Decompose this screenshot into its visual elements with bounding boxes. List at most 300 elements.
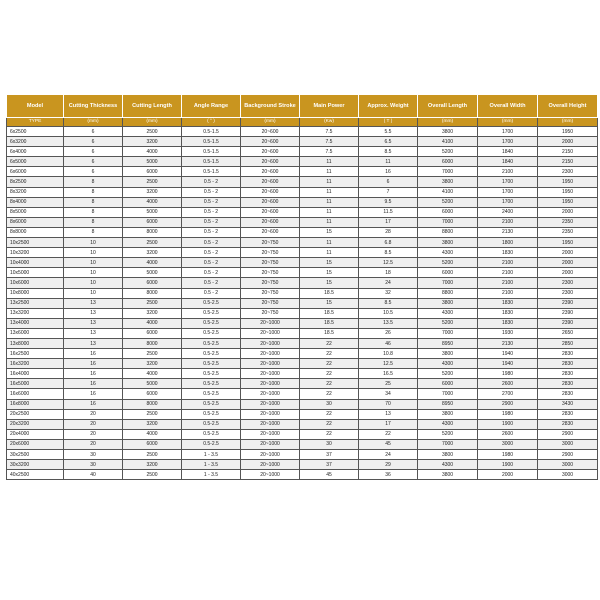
table-row (7, 338, 598, 348)
table-cell: 1700 (478, 137, 538, 147)
table-cell: 12.5 (359, 359, 418, 369)
table-cell: 6 (64, 157, 123, 167)
table-cell: 0.5-1.5 (182, 167, 241, 177)
table-cell: 2390 (538, 308, 598, 318)
table-cell: 34 (359, 389, 418, 399)
table-cell: 2300 (538, 278, 598, 288)
table-row (7, 238, 598, 248)
column-header: Angle Range (182, 95, 241, 118)
table-cell: 0.5 - 2 (182, 227, 241, 237)
model-cell: 30x3200 (7, 460, 64, 470)
table-cell: 2830 (538, 389, 598, 399)
table-cell: 11.5 (359, 207, 418, 217)
table-cell: 20~600 (241, 137, 300, 147)
table-cell: 8000 (123, 399, 182, 409)
table-cell: 3200 (123, 460, 182, 470)
table-cell: 2830 (538, 409, 598, 419)
table-cell: 0.5 - 2 (182, 258, 241, 268)
column-header: Cutting Thickness (64, 95, 123, 118)
model-cell: 8x5000 (7, 207, 64, 217)
table-cell: 6000 (418, 268, 478, 278)
table-cell: 3430 (538, 399, 598, 409)
table-cell: 26 (359, 328, 418, 338)
spec-sheet (6, 94, 597, 480)
unit-cell: (mm) (64, 118, 123, 127)
table-cell: 7000 (418, 439, 478, 449)
column-header: Model (7, 95, 64, 118)
table-cell: 2500 (123, 349, 182, 359)
model-cell: 8x8000 (7, 227, 64, 237)
table-cell: 0.5-2.5 (182, 409, 241, 419)
table-cell: 4000 (123, 318, 182, 328)
table-cell: 0.5-2.5 (182, 439, 241, 449)
table-row (7, 409, 598, 419)
table-cell: 0.5-1.5 (182, 137, 241, 147)
table-cell: 16 (359, 167, 418, 177)
table-cell: 6 (64, 147, 123, 157)
table-cell: 11 (300, 248, 359, 258)
table-cell: 13 (359, 409, 418, 419)
table-cell: 0.5-2.5 (182, 389, 241, 399)
table-cell: 22 (300, 349, 359, 359)
table-cell: 1940 (478, 349, 538, 359)
table-row (7, 369, 598, 379)
table-cell: 1 - 3.5 (182, 470, 241, 480)
table-cell: 20~1000 (241, 338, 300, 348)
table-cell: 8000 (123, 288, 182, 298)
table-cell: 1830 (478, 308, 538, 318)
table-cell: 20~600 (241, 227, 300, 237)
table-row (7, 167, 598, 177)
model-cell: 13x2500 (7, 298, 64, 308)
table-cell: 30 (300, 399, 359, 409)
table-cell: 22 (300, 389, 359, 399)
table-cell: 6000 (123, 278, 182, 288)
table-cell: 22 (300, 409, 359, 419)
table-cell: 22 (300, 429, 359, 439)
column-header: Main Power (300, 95, 359, 118)
table-cell: 11 (300, 217, 359, 227)
table-cell: 13 (64, 298, 123, 308)
table-cell: 2900 (478, 399, 538, 409)
model-cell: 20x6000 (7, 439, 64, 449)
table-cell: 1830 (478, 318, 538, 328)
table-cell: 2390 (538, 298, 598, 308)
table-cell: 2850 (538, 338, 598, 348)
table-cell: 11 (300, 187, 359, 197)
table-row (7, 288, 598, 298)
table-cell: 2350 (538, 217, 598, 227)
table-cell: 0.5-2.5 (182, 349, 241, 359)
table-cell: 3000 (478, 439, 538, 449)
table-cell: 16 (64, 369, 123, 379)
table-cell: 3800 (418, 298, 478, 308)
model-cell: 8x4000 (7, 197, 64, 207)
table-cell: 7.5 (300, 147, 359, 157)
table-cell: 0.5-2.5 (182, 359, 241, 369)
table-cell: 0.5 - 2 (182, 248, 241, 258)
table-header (7, 95, 598, 127)
table-cell: 8 (64, 207, 123, 217)
table-cell: 1940 (478, 359, 538, 369)
table-cell: 0.5-1.5 (182, 147, 241, 157)
table-cell: 20~1000 (241, 429, 300, 439)
table-cell: 4300 (418, 308, 478, 318)
table-cell: 2600 (478, 379, 538, 389)
table-row (7, 207, 598, 217)
table-cell: 1950 (538, 238, 598, 248)
table-cell: 0.5-2.5 (182, 379, 241, 389)
table-row (7, 429, 598, 439)
table-row (7, 298, 598, 308)
table-cell: 22 (300, 379, 359, 389)
table-cell: 7000 (418, 389, 478, 399)
table-cell: 11 (300, 157, 359, 167)
model-cell: 6x2500 (7, 127, 64, 137)
table-cell: 1700 (478, 177, 538, 187)
table-row (7, 389, 598, 399)
table-cell: 1830 (478, 248, 538, 258)
table-cell: 4100 (418, 187, 478, 197)
table-cell: 4000 (123, 258, 182, 268)
table-cell: 10 (64, 238, 123, 248)
table-cell: 2900 (538, 429, 598, 439)
table-cell: 13 (64, 328, 123, 338)
model-cell: 6x6000 (7, 167, 64, 177)
table-row (7, 328, 598, 338)
column-header: Overall Height (538, 95, 598, 118)
table-cell: 4000 (123, 369, 182, 379)
table-cell: 5000 (123, 207, 182, 217)
table-cell: 1830 (478, 298, 538, 308)
table-cell: 2100 (478, 278, 538, 288)
table-cell: 4300 (418, 460, 478, 470)
table-cell: 2650 (538, 328, 598, 338)
table-cell: 2500 (123, 238, 182, 248)
table-cell: 2100 (478, 258, 538, 268)
table-cell: 37 (300, 450, 359, 460)
table-cell: 6 (359, 177, 418, 187)
table-cell: 2150 (538, 147, 598, 157)
table-cell: 5.5 (359, 127, 418, 137)
table-cell: 0.5-1.5 (182, 157, 241, 167)
table-cell: 17 (359, 419, 418, 429)
table-cell: 9.5 (359, 197, 418, 207)
table-cell: 20~1000 (241, 369, 300, 379)
table-cell: 6 (64, 137, 123, 147)
column-header: Overall Width (478, 95, 538, 118)
table-cell: 1950 (538, 177, 598, 187)
table-cell: 3800 (418, 127, 478, 137)
table-cell: 20~1000 (241, 450, 300, 460)
table-cell: 16 (64, 359, 123, 369)
table-row (7, 379, 598, 389)
table-cell: 10 (64, 248, 123, 258)
table-cell: 16 (64, 399, 123, 409)
unit-cell: (mm) (241, 118, 300, 127)
table-cell: 20 (64, 429, 123, 439)
table-cell: 20~600 (241, 187, 300, 197)
table-cell: 20~1000 (241, 379, 300, 389)
table-row (7, 197, 598, 207)
table-cell: 16 (64, 349, 123, 359)
table-cell: 2300 (538, 167, 598, 177)
table-cell: 4000 (123, 429, 182, 439)
table-cell: 3000 (538, 470, 598, 480)
table-cell: 2350 (538, 227, 598, 237)
table-cell: 16.5 (359, 369, 418, 379)
table-cell: 20~600 (241, 167, 300, 177)
table-cell: 1950 (538, 197, 598, 207)
table-cell: 13 (64, 338, 123, 348)
table-cell: 2500 (123, 177, 182, 187)
table-cell: 20~1000 (241, 409, 300, 419)
table-cell: 6 (64, 127, 123, 137)
table-cell: 3200 (123, 308, 182, 318)
table-cell: 4000 (123, 197, 182, 207)
table-cell: 70 (359, 399, 418, 409)
table-cell: 7.5 (300, 127, 359, 137)
table-cell: 20~600 (241, 177, 300, 187)
table-cell: 20~1000 (241, 470, 300, 480)
table-cell: 1980 (478, 450, 538, 460)
table-cell: 2130 (478, 338, 538, 348)
table-cell: 3000 (538, 439, 598, 449)
model-cell: 13x3200 (7, 308, 64, 318)
model-cell: 10x6000 (7, 278, 64, 288)
table-cell: 20~750 (241, 258, 300, 268)
table-row (7, 439, 598, 449)
table-cell: 2700 (478, 389, 538, 399)
unit-cell: ( T ) (359, 118, 418, 127)
table-cell: 7 (359, 187, 418, 197)
table-cell: 2000 (478, 470, 538, 480)
table-cell: 4100 (418, 137, 478, 147)
model-cell: 30x2500 (7, 450, 64, 460)
column-header-row (7, 95, 598, 118)
model-cell: 16x4000 (7, 369, 64, 379)
table-cell: 20~1000 (241, 389, 300, 399)
table-cell: 2100 (478, 167, 538, 177)
table-cell: 20~1000 (241, 460, 300, 470)
table-cell: 1840 (478, 157, 538, 167)
table-cell: 4300 (418, 248, 478, 258)
table-cell: 5000 (123, 379, 182, 389)
table-cell: 37 (300, 460, 359, 470)
table-cell: 11 (300, 238, 359, 248)
unit-cell: (mm) (538, 118, 598, 127)
table-cell: 24 (359, 278, 418, 288)
table-row (7, 470, 598, 480)
table-cell: 8 (64, 177, 123, 187)
table-cell: 20~750 (241, 278, 300, 288)
table-cell: 8800 (418, 288, 478, 298)
table-cell: 3800 (418, 349, 478, 359)
model-cell: 16x6000 (7, 389, 64, 399)
table-cell: 12.5 (359, 258, 418, 268)
table-cell: 18 (359, 268, 418, 278)
table-cell: 2900 (538, 450, 598, 460)
table-cell: 7000 (418, 167, 478, 177)
table-cell: 20~750 (241, 288, 300, 298)
table-cell: 1930 (478, 328, 538, 338)
model-cell: 20x2500 (7, 409, 64, 419)
table-cell: 11 (300, 177, 359, 187)
table-cell: 1700 (478, 197, 538, 207)
table-cell: 3200 (123, 187, 182, 197)
table-cell: 0.5 - 2 (182, 268, 241, 278)
table-cell: 22 (359, 429, 418, 439)
model-cell: 16x8000 (7, 399, 64, 409)
table-cell: 20~1000 (241, 328, 300, 338)
table-cell: 18.5 (300, 328, 359, 338)
table-cell: 3200 (123, 248, 182, 258)
table-cell: 5200 (418, 369, 478, 379)
model-cell: 16x2500 (7, 349, 64, 359)
column-header: Approx. Weight (359, 95, 418, 118)
table-cell: 5000 (123, 157, 182, 167)
table-cell: 0.5 - 2 (182, 187, 241, 197)
table-cell: 1900 (478, 419, 538, 429)
table-cell: 2300 (538, 288, 598, 298)
table-cell: 2150 (538, 157, 598, 167)
table-cell: 20~1000 (241, 399, 300, 409)
table-cell: 22 (300, 359, 359, 369)
table-cell: 6000 (123, 439, 182, 449)
table-cell: 2130 (478, 227, 538, 237)
table-cell: 20~600 (241, 197, 300, 207)
table-cell: 6000 (418, 379, 478, 389)
model-cell: 13x8000 (7, 338, 64, 348)
table-cell: 2100 (478, 217, 538, 227)
table-cell: 6.8 (359, 238, 418, 248)
spec-table (6, 94, 598, 480)
table-cell: 8950 (418, 338, 478, 348)
table-cell: 6000 (418, 207, 478, 217)
table-cell: 0.5 - 2 (182, 207, 241, 217)
table-cell: 8.5 (359, 248, 418, 258)
table-row (7, 127, 598, 137)
model-cell: 20x4000 (7, 429, 64, 439)
table-cell: 11 (359, 157, 418, 167)
table-row (7, 460, 598, 470)
table-cell: 20 (64, 409, 123, 419)
table-cell: 20~1000 (241, 419, 300, 429)
table-cell: 2000 (538, 258, 598, 268)
table-row (7, 157, 598, 167)
table-row (7, 450, 598, 460)
table-row (7, 258, 598, 268)
table-cell: 30 (64, 450, 123, 460)
table-cell: 18.5 (300, 308, 359, 318)
unit-cell: (mm) (478, 118, 538, 127)
table-row (7, 308, 598, 318)
table-row (7, 268, 598, 278)
table-cell: 2500 (123, 450, 182, 460)
table-cell: 2830 (538, 359, 598, 369)
model-cell: 10x8000 (7, 288, 64, 298)
table-cell: 2100 (478, 288, 538, 298)
table-cell: 20~600 (241, 147, 300, 157)
table-row (7, 248, 598, 258)
model-cell: 6x3200 (7, 137, 64, 147)
table-row (7, 177, 598, 187)
table-cell: 7000 (418, 278, 478, 288)
units-row (7, 118, 598, 127)
table-cell: 8.5 (359, 298, 418, 308)
table-row (7, 227, 598, 237)
table-cell: 1840 (478, 147, 538, 157)
table-cell: 0.5-1.5 (182, 127, 241, 137)
table-cell: 20~750 (241, 248, 300, 258)
table-cell: 3800 (418, 470, 478, 480)
table-cell: 20 (64, 439, 123, 449)
model-cell: 10x3200 (7, 248, 64, 258)
table-cell: 22 (300, 338, 359, 348)
table-cell: 8 (64, 217, 123, 227)
table-cell: 1950 (538, 127, 598, 137)
table-cell: 2830 (538, 379, 598, 389)
table-cell: 24 (359, 450, 418, 460)
table-cell: 0.5 - 2 (182, 217, 241, 227)
table-cell: 3800 (418, 177, 478, 187)
table-cell: 8 (64, 197, 123, 207)
table-cell: 0.5-2.5 (182, 399, 241, 409)
table-cell: 5200 (418, 429, 478, 439)
column-header: Background Stroke (241, 95, 300, 118)
table-cell: 13 (64, 308, 123, 318)
table-cell: 20~1000 (241, 359, 300, 369)
table-cell: 18.5 (300, 288, 359, 298)
table-cell: 20~750 (241, 238, 300, 248)
table-cell: 18.5 (300, 318, 359, 328)
model-cell: 13x6000 (7, 328, 64, 338)
table-row (7, 318, 598, 328)
model-cell: 20x3200 (7, 419, 64, 429)
model-cell: 10x4000 (7, 258, 64, 268)
model-cell: 13x4000 (7, 318, 64, 328)
table-row (7, 399, 598, 409)
table-cell: 5200 (418, 197, 478, 207)
table-cell: 17 (359, 217, 418, 227)
table-cell: 20~750 (241, 268, 300, 278)
table-cell: 10 (64, 268, 123, 278)
table-row (7, 359, 598, 369)
table-cell: 10 (64, 258, 123, 268)
table-cell: 0.5 - 2 (182, 177, 241, 187)
model-cell: 6x5000 (7, 157, 64, 167)
table-cell: 4000 (123, 147, 182, 157)
model-cell: 8x6000 (7, 217, 64, 227)
table-cell: 2000 (538, 137, 598, 147)
table-cell: 16 (64, 389, 123, 399)
table-cell: 5000 (123, 268, 182, 278)
table-cell: 2500 (123, 409, 182, 419)
table-cell: 15 (300, 278, 359, 288)
table-cell: 2500 (123, 470, 182, 480)
table-cell: 1950 (538, 187, 598, 197)
table-cell: 22 (300, 419, 359, 429)
table-cell: 0.5-2.5 (182, 298, 241, 308)
table-cell: 29 (359, 460, 418, 470)
table-cell: 6.5 (359, 137, 418, 147)
table-cell: 2830 (538, 349, 598, 359)
table-cell: 0.5-2.5 (182, 308, 241, 318)
table-cell: 13.5 (359, 318, 418, 328)
model-cell: 16x3200 (7, 359, 64, 369)
table-cell: 1700 (478, 187, 538, 197)
table-row (7, 147, 598, 157)
